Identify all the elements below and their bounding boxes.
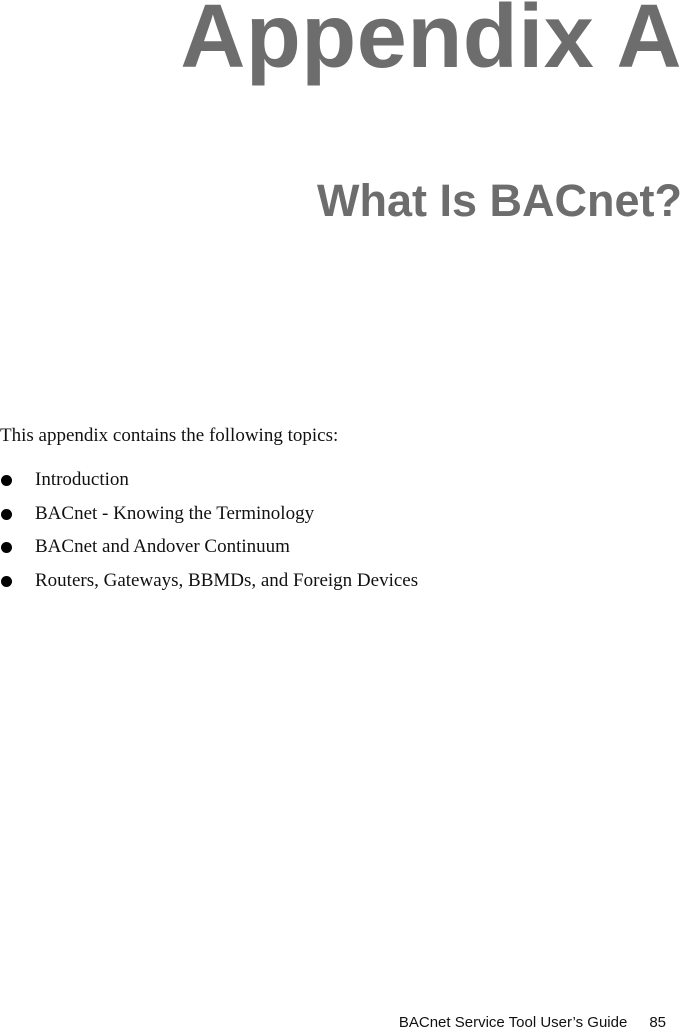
page-footer xyxy=(399,1014,666,1031)
topic-label: BACnet and Andover Continuum xyxy=(35,536,290,557)
page-number: 85 xyxy=(649,1014,666,1031)
topic-label: BACnet - Knowing the Terminology xyxy=(35,502,315,524)
bullet-icon xyxy=(1,542,12,553)
chapter-subtitle: What Is BACnet? xyxy=(317,175,682,226)
bullet-icon xyxy=(1,576,12,587)
appendix-title: Appendix A xyxy=(180,0,682,87)
bullet-icon xyxy=(1,475,12,486)
footer-guide-title: BACnet Service Tool User’s Guide xyxy=(398,1014,628,1031)
intro-paragraph: This appendix contains the following topics: xyxy=(0,425,339,446)
topic-label: Routers, Gateways, BBMDs, and Foreign Devices xyxy=(35,569,419,591)
bullet-icon xyxy=(1,509,12,520)
topic-label: Introduction xyxy=(35,469,129,490)
